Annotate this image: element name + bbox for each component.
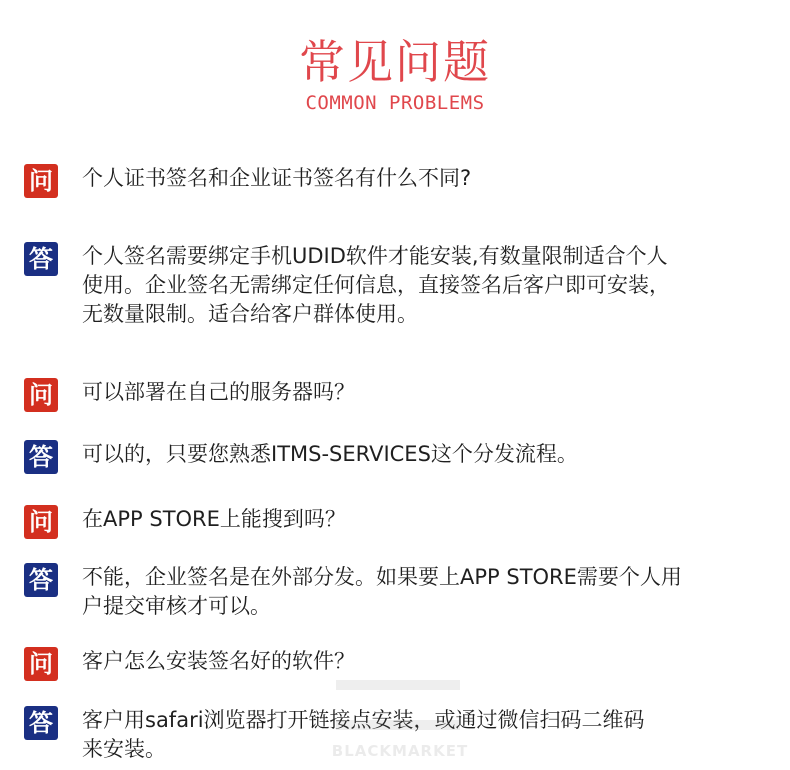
answer-line: 客户用safari浏览器打开链接点安装，或通过微信扫码二维码 [82, 708, 645, 732]
question-line: 在APP STORE上能搜到吗？ [82, 507, 346, 531]
question-text [82, 378, 752, 407]
answer-line: 不能，企业签名是在外部分发。如果要上APP STORE需要个人用 [82, 565, 682, 589]
faq-answer-3 [24, 563, 754, 621]
question-line: 可以部署在自己的服务器吗？ [82, 380, 355, 404]
question-text [82, 647, 752, 676]
faq-answer-2 [24, 440, 754, 474]
question-badge-icon: 问 [24, 164, 58, 198]
question-text [82, 164, 752, 193]
answer-text [82, 563, 752, 621]
faq-question-2 [24, 378, 754, 412]
question-text [82, 505, 752, 534]
faq-answer-4 [24, 706, 754, 764]
question-badge-icon: 问 [24, 647, 58, 681]
answer-line: 无数量限制。适合给客户群体使用。 [82, 302, 418, 326]
page-header [0, 34, 790, 114]
question-line: 客户怎么安装签名好的软件？ [82, 649, 355, 673]
page-subtitle: COMMON PROBLEMS [305, 92, 485, 114]
answer-line: 个人签名需要绑定手机UDID软件才能安装,有数量限制适合个人 [82, 244, 668, 268]
faq-question-1 [24, 164, 754, 198]
watermark-text: BLACKMARKET [331, 742, 469, 760]
answer-badge-icon: 答 [24, 242, 58, 276]
answer-line: 使用。企业签名无需绑定任何信息，直接签名后客户即可安装， [82, 273, 670, 297]
answer-text [82, 440, 752, 469]
question-badge-icon: 问 [24, 505, 58, 539]
answer-badge-icon: 答 [24, 563, 58, 597]
answer-line: 可以的，只要您熟悉ITMS-SERVICES这个分发流程。 [82, 442, 578, 466]
answer-badge-icon: 答 [24, 706, 58, 740]
faq-answer-1 [24, 242, 754, 329]
page-title: 常见问题 [299, 35, 491, 89]
answer-badge-icon: 答 [24, 440, 58, 474]
faq-question-3 [24, 505, 754, 539]
question-badge-icon: 问 [24, 378, 58, 412]
answer-text [82, 242, 752, 329]
faq-question-4 [24, 647, 754, 681]
answer-text [82, 706, 752, 764]
answer-line: 户提交审核才可以。 [82, 594, 271, 618]
question-line: 个人证书签名和企业证书签名有什么不同? [82, 166, 472, 190]
answer-line: 来安装。 [82, 737, 166, 761]
